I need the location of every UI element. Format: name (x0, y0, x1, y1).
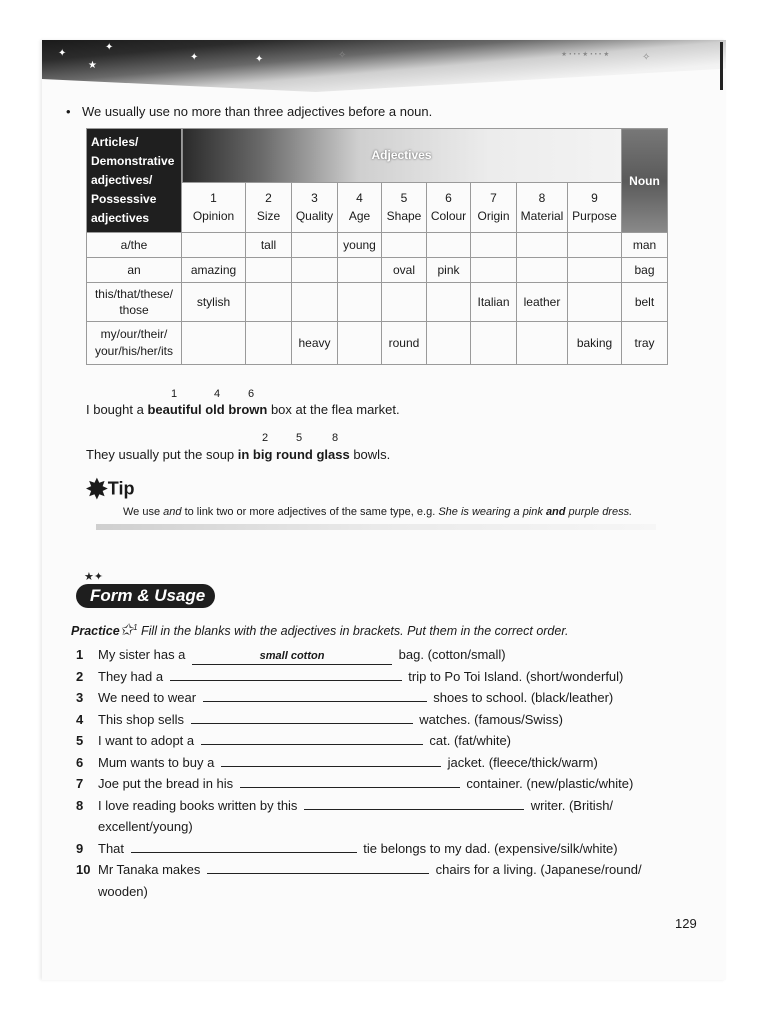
adjective-cell (292, 258, 338, 283)
example-sentence: I bought a beautiful old brown box at the flea market. (86, 402, 400, 417)
item-number: 9 (76, 840, 84, 856)
bullet-icon: • (66, 104, 71, 119)
adjective-cell (246, 258, 292, 283)
table-row (87, 322, 668, 365)
column-header-origin: 7 Origin (471, 182, 517, 233)
example-order-number: 4 (214, 388, 221, 400)
column-header-opinion: 1 Opinion (182, 182, 246, 233)
exercise-item: 9 That tie belongs to my dad. (expensive/silk/white) (72, 838, 672, 860)
determiner-header: Articles/ Demonstrative adjectives/ Possessive adjectives (87, 129, 182, 233)
item-number: 1 (76, 647, 84, 662)
adjective-cell: stylish (182, 283, 246, 322)
page-number: 129 (675, 916, 697, 931)
exercise-item: 2 They had a trip to Po Toi Island. (short/wonderful) (72, 666, 672, 688)
example-order-number: 8 (332, 432, 339, 444)
star-icon: ✦ (105, 42, 114, 53)
noun-cell: tray (622, 322, 668, 365)
answer-blank[interactable] (201, 730, 423, 745)
tip-heading: ✸Tip (86, 474, 135, 504)
table-row (87, 258, 668, 283)
intro-text: We usually use no more than three adjectives before a noun. (82, 104, 433, 119)
adjective-cell (517, 233, 568, 258)
noun-cell: bag (622, 258, 668, 283)
adjective-cell (338, 322, 382, 365)
adjective-cell (292, 233, 338, 258)
star-icon: ✦ (58, 48, 67, 59)
adjective-cell: tall (246, 233, 292, 258)
intro-rule (66, 104, 432, 119)
noun-cell: belt (622, 283, 668, 322)
determiner-cell: this/that/these/ those (87, 283, 182, 322)
adjectives-header: Adjectives (182, 129, 622, 183)
exercise-item: 1 My sister has a small cotton bag. (cotton/small) (72, 644, 672, 666)
adjective-cell (338, 258, 382, 283)
sparkle-icon: ✧ (338, 50, 347, 61)
star-icon: ✦ (190, 52, 199, 63)
adjective-cell (471, 233, 517, 258)
section-stars-icon: ★✦ (84, 571, 104, 583)
column-header-purpose: 9 Purpose (568, 182, 622, 233)
example-sentence: They usually put the soup in big round glass bowls. (86, 447, 391, 462)
exercise-item: 8 I love reading books written by this writer. (British/ excellent/young) (72, 795, 672, 838)
adjective-cell: heavy (292, 322, 338, 365)
constellation-icon: ⋆⋯⋆⋯⋆ (560, 46, 611, 61)
adjective-cell: amazing (182, 258, 246, 283)
adjective-cell (246, 283, 292, 322)
exercise-item: 5 I want to adopt a cat. (fat/white) (72, 730, 672, 752)
adjective-cell (517, 322, 568, 365)
answer-blank[interactable] (203, 687, 427, 702)
table-row (87, 283, 668, 322)
example-order-number: 2 (262, 432, 269, 444)
adjective-cell (471, 258, 517, 283)
practice-star-icon: ✩ (119, 622, 134, 639)
noun-cell: man (622, 233, 668, 258)
adjective-cell (292, 283, 338, 322)
answer-blank[interactable] (170, 666, 402, 681)
adjective-cell: leather (517, 283, 568, 322)
item-number: 2 (76, 668, 84, 684)
adjective-cell (427, 233, 471, 258)
answer-blank[interactable] (304, 795, 524, 810)
adjective-cell (568, 258, 622, 283)
page-edge (720, 42, 723, 90)
answer-blank[interactable]: small cotton (192, 650, 392, 665)
exercise-list (72, 644, 672, 902)
item-number: 6 (76, 754, 84, 770)
example-order-number: 6 (248, 388, 255, 400)
example-order-number: 1 (171, 388, 178, 400)
adjective-order-table (86, 128, 668, 365)
answer-blank[interactable] (240, 773, 460, 788)
exercise-item: 4 This shop sells watches. (famous/Swiss) (72, 709, 672, 731)
example-order-number: 5 (296, 432, 303, 444)
item-number: 5 (76, 733, 84, 748)
answer-blank[interactable] (191, 709, 413, 724)
adjective-cell: Italian (471, 283, 517, 322)
adjective-cell (568, 233, 622, 258)
adjective-cell: young (338, 233, 382, 258)
adjective-cell (382, 233, 427, 258)
adjective-cell: round (382, 322, 427, 365)
adjective-cell (182, 233, 246, 258)
adjective-cell (568, 283, 622, 322)
section-heading: Form & Usage (76, 584, 215, 608)
adjective-cell (338, 283, 382, 322)
adjective-cell (182, 322, 246, 365)
exercise-item: 10 Mr Tanaka makes chairs for a living. (Japanese/round/ wooden) (72, 859, 672, 902)
sparkle-icon: ✧ (642, 52, 651, 63)
column-header-size: 2 Size (246, 182, 292, 233)
practice-instruction: Practice✩$^1$ Fill in the blanks with the adjectives in brackets. Put them in the correct order. (71, 622, 569, 639)
item-number: 3 (76, 690, 84, 705)
determiner-cell: a/the (87, 233, 182, 258)
item-number: 8 (76, 797, 84, 813)
item-number: 10 (76, 862, 91, 877)
adjective-cell (427, 283, 471, 322)
table-row (87, 233, 668, 258)
exercise-item: 3 We need to wear shoes to school. (black/leather) (72, 687, 672, 709)
star-icon: ★ (88, 60, 97, 71)
exercise-item: 6 Mum wants to buy a jacket. (fleece/thick/warm) (72, 752, 672, 774)
answer-blank[interactable] (207, 859, 429, 874)
column-header-quality: 3 Quality (292, 182, 338, 233)
adjective-cell (246, 322, 292, 365)
determiner-cell: my/our/their/ your/his/her/its (87, 322, 182, 365)
item-number: 4 (76, 711, 84, 727)
column-header-colour: 6 Colour (427, 182, 471, 233)
column-header-age: 4 Age (338, 182, 382, 233)
answer-blank[interactable] (221, 752, 441, 767)
column-header-shape: 5 Shape (382, 182, 427, 233)
adjective-cell (427, 322, 471, 365)
adjective-cell: baking (568, 322, 622, 365)
determiner-cell: an (87, 258, 182, 283)
adjective-cell (471, 322, 517, 365)
adjective-cell (382, 283, 427, 322)
adjective-cell: oval (382, 258, 427, 283)
tip-star-icon: ✸ (86, 474, 108, 504)
item-number: 7 (76, 776, 84, 791)
exercise-item: 7 Joe put the bread in his container. (new/plastic/white) (72, 773, 672, 795)
star-icon: ✦ (255, 54, 264, 65)
tip-divider (96, 524, 656, 530)
tip-text: We use and to link two or more adjectives of the same type, e.g. She is wearing a pink and purple dress. (123, 506, 633, 518)
adjective-cell: pink (427, 258, 471, 283)
answer-blank[interactable] (131, 838, 357, 853)
noun-header: Noun (622, 129, 668, 233)
adjective-cell (517, 258, 568, 283)
column-header-material: 8 Material (517, 182, 568, 233)
